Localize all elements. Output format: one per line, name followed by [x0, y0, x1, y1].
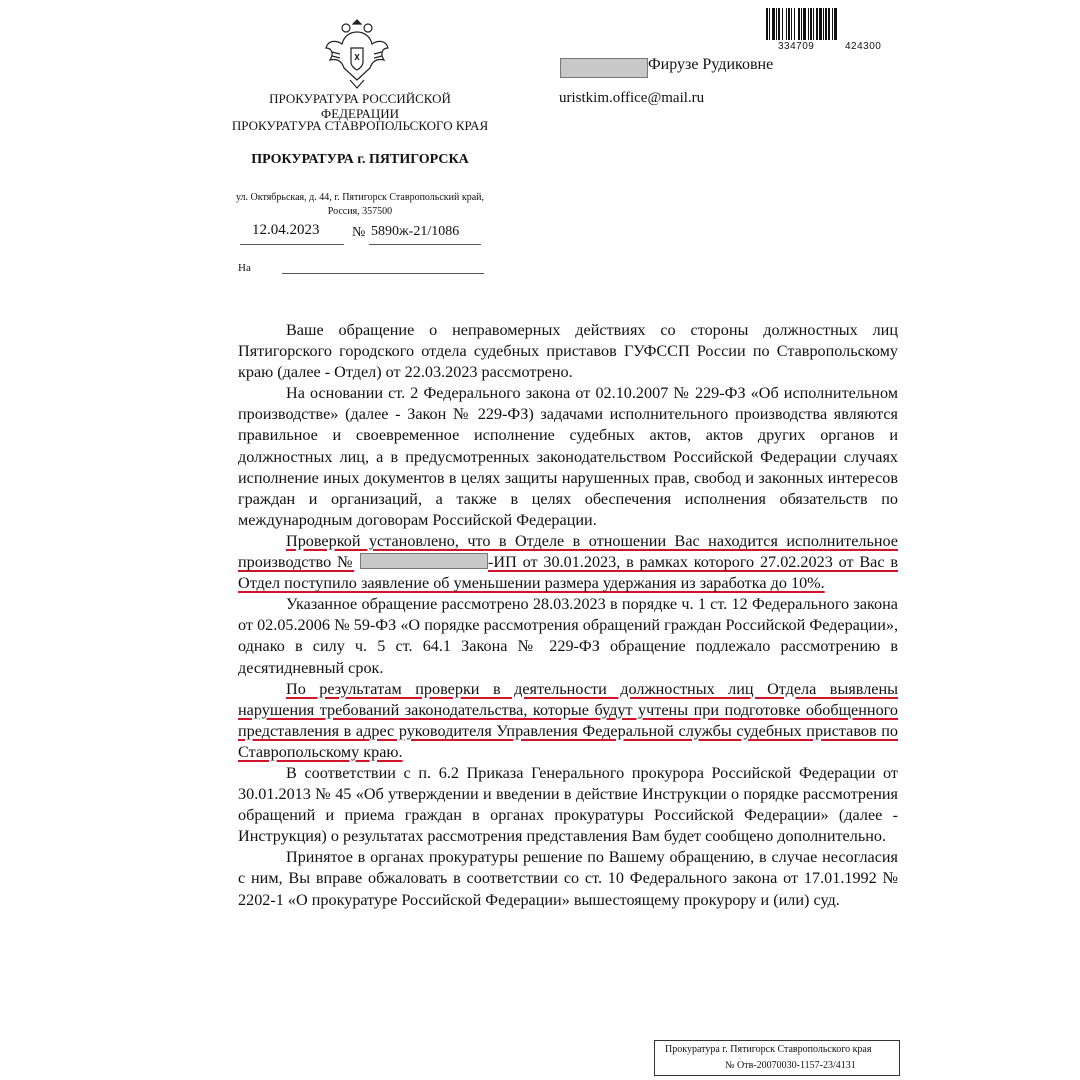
number-sign: №	[352, 225, 366, 240]
barcode-bar	[772, 8, 775, 40]
paragraph-3-highlight-a: Проверкой установлено, что в Отделе в отношении Вас находится исполнительное производство №	[238, 531, 898, 572]
barcode-bar	[813, 8, 814, 40]
stamp-line-2: № Отв-20070030-1157-23/4131	[725, 1060, 856, 1071]
paragraph-6: В соответствии с п. 6.2 Приказа Генерального прокурора Российской Федерации от 30.01.2013 № 45 «Об утверждении и введении в действие Инструкции о порядке рассмотрения обращений и приема граждан в органах прокуратуры Российской Федерации» (далее - Инструкция) о результатах рассмотрения представления Вам будет сообщено дополнительно.	[238, 763, 898, 846]
barcode-bar	[832, 8, 833, 40]
barcode-bar	[794, 8, 795, 40]
barcode-bar	[834, 8, 837, 40]
barcode-bar	[828, 8, 830, 40]
redacted-surname	[560, 58, 648, 78]
barcode-bar	[803, 8, 806, 40]
barcode-bar	[801, 8, 802, 40]
letter-number: 5890ж-21/1086	[371, 224, 460, 239]
paragraph-5	[238, 679, 898, 763]
paragraph-5-highlight: По результатам проверки в деятельности должностных лиц Отдела выявлены нарушения требований законодательства, которые будут учтены при подготовке обобщенного представления в адрес руководителя Управления Федеральной службы судебных приставов по Ставропольскому краю.	[238, 679, 898, 761]
barcode-bar	[788, 8, 790, 40]
barcode-bar	[810, 8, 812, 40]
org-line-1: ПРОКУРАТУРА РОССИЙСКОЙ ФЕДЕРАЦИИ	[269, 91, 451, 121]
barcode-bar	[776, 8, 777, 40]
org-line-3: ПРОКУРАТУРА г. ПЯТИГОРСКА	[251, 152, 469, 167]
barcode-bar	[778, 8, 780, 40]
date-underline	[240, 244, 344, 245]
paragraph-7: Принятое в органах прокуратуры решение по Вашему обращению, в случае несогласия с ним, Вы вправе обжаловать в соответствии со ст. 10 Федерального закона от 17.01.1992 № 2202-1 «О прокуратуре Российской Федерации» вышестоящему прокурору и (или) суд.	[238, 848, 898, 909]
na-label: На	[238, 262, 251, 274]
letter-date: 12.04.2023	[252, 222, 320, 238]
sender-address: ул. Октябрьская, д. 44, г. Пятигорск Ставропольский край, Россия, 357500	[235, 192, 485, 217]
paragraph-3	[238, 531, 898, 594]
na-underline	[282, 273, 484, 274]
recipient-name: Фирузе Рудиковне	[648, 56, 774, 73]
barcode-bar	[825, 8, 827, 40]
redacted-case-number	[360, 553, 488, 569]
number-underline	[369, 244, 481, 245]
barcode-bar	[791, 8, 792, 40]
paragraph-4: Указанное обращение рассмотрено 28.03.2023 в порядке ч. 1 ст. 12 Федерального закона от 02.05.2006 № 59-ФЗ «О порядке рассмотрения обращений граждан Российской Федерации», однако в силу ч. 5 ст. 64.1 Закона № 229-ФЗ обращение подлежало рассмотрению в десятидневный срок.	[238, 595, 898, 677]
barcode-bar	[816, 8, 818, 40]
barcode-bar	[766, 8, 768, 40]
barcode	[766, 8, 886, 40]
barcode-bar	[769, 8, 770, 40]
letter-body	[238, 320, 898, 911]
paragraph-1: Ваше обращение о неправомерных действиях со стороны должностных лиц Пятигорского городского отдела судебных приставов ГУФССП России по Ставропольскому краю (далее - Отдел) от 22.03.2023 рассмотрено.	[238, 321, 898, 382]
barcode-number-right: 424300	[845, 41, 882, 52]
barcode-number-left: 334709	[778, 41, 815, 52]
paragraph-3-highlight-b: -ИП от 30.01.2023, в рамках которого 27.02.2023 от Вас в Отдел поступило заявление об уменьшении размера удержания из заработка до 10%.	[238, 553, 899, 593]
russian-coat-of-arms-icon	[322, 14, 392, 90]
barcode-bar	[808, 8, 809, 40]
paragraph-2: На основании ст. 2 Федерального закона от 02.10.2007 № 229-ФЗ «Об исполнительном производстве» (далее - Закон № 229-ФЗ) задачами исполнительного производства являются правильное и своевременное исполнение судебных актов, актов других органов и должностных лиц, а в предусмотренных законодательством Российской Федерации случаях исполнение иных документов в целях защиты нарушенных прав, свобод и законных интересов граждан и организаций, а также в целях обеспечения исполнения обязательств по международным договорам Российской Федерации.	[238, 384, 898, 529]
registration-stamp	[654, 1040, 900, 1076]
barcode-bar	[786, 8, 787, 40]
stamp-line-1: Прокуратура г. Пятигорск Ставропольского края	[665, 1044, 872, 1055]
org-line-2: ПРОКУРАТУРА СТАВРОПОЛЬСКОГО КРАЯ	[231, 118, 489, 133]
barcode-bar	[819, 8, 822, 40]
barcode-bar	[782, 8, 783, 40]
barcode-bar	[823, 8, 824, 40]
recipient-email: uristkim.office@mail.ru	[559, 90, 705, 106]
barcode-bar	[798, 8, 800, 40]
